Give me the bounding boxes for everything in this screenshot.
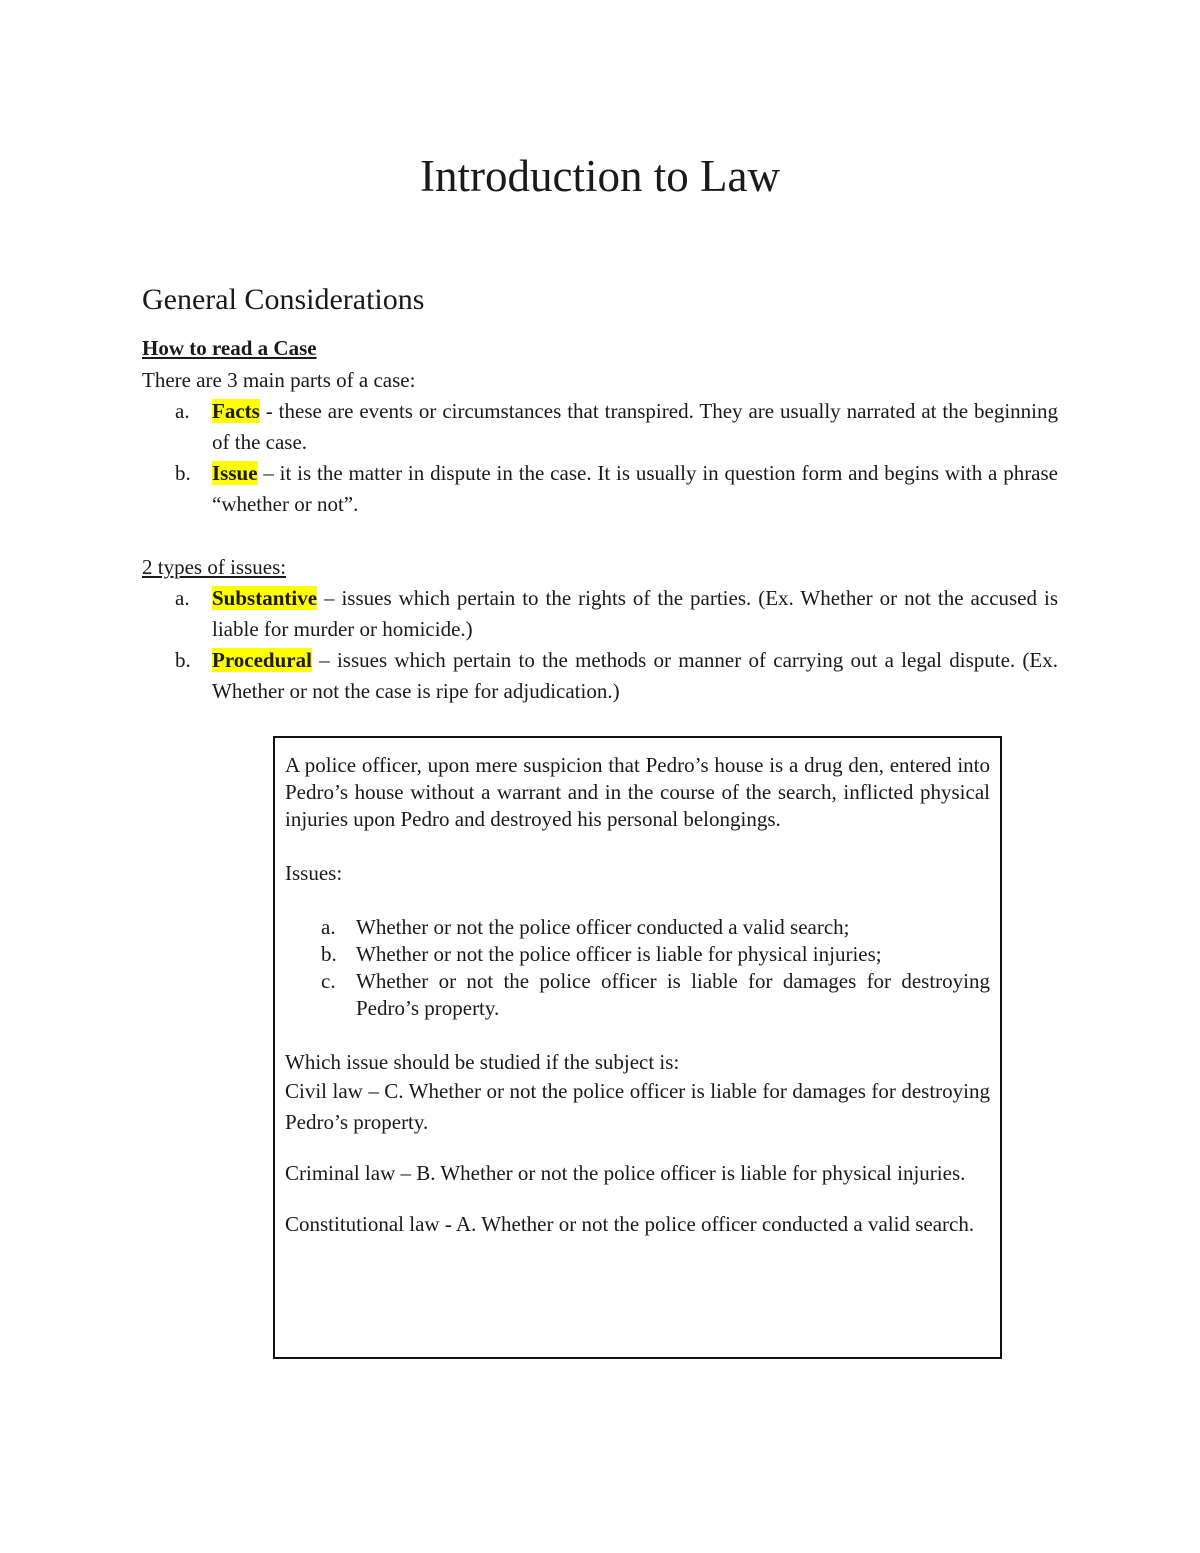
list-marker: c. <box>321 969 336 993</box>
subheading-types-of-issues: 2 types of issues: <box>142 555 287 579</box>
subject-question: Which issue should be studied if the subject is: <box>285 1050 680 1074</box>
list-item <box>142 645 1058 707</box>
list-item-text <box>212 645 1058 707</box>
list-item <box>142 583 1058 645</box>
example-box-content <box>285 752 990 1240</box>
term-description: – issues which pertain to the methods or manner of carrying out a legal dispute. (Ex. Whether or not the case is ripe for adjudication.) <box>212 648 1058 703</box>
list-item-text <box>212 458 1058 520</box>
highlighted-term: Substantive <box>212 586 318 610</box>
example-issues-list <box>285 914 990 1022</box>
list-item <box>285 941 990 968</box>
highlighted-term: Facts <box>212 399 260 423</box>
list-item <box>285 968 990 1022</box>
subheading-how-to-read: How to read a Case <box>142 336 317 360</box>
issues-label: Issues: <box>285 861 343 885</box>
term-description: – it is the matter in dispute in the case. It is usually in question form and begins with a phrase “whether or not”. <box>212 461 1058 516</box>
criminal-law-answer: Criminal law – B. Whether or not the police officer is liable for physical injuries. <box>285 1161 966 1185</box>
list-marker: a. <box>175 399 190 423</box>
constitutional-law-answer: Constitutional law - A. Whether or not the police officer conducted a valid search. <box>285 1212 975 1236</box>
scenario-text: A police officer, upon mere suspicion that Pedro’s house is a drug den, entered into Pedro’s house without a warrant and in the course of the search, inflicted physical injuries upon Pedro and destroyed his personal belongings. <box>285 753 990 831</box>
list-marker: b. <box>175 648 191 672</box>
civil-law-answer: Civil law – C. Whether or not the police officer is liable for damages for destroying Pedro’s property. <box>285 1079 990 1134</box>
list-marker: a. <box>175 586 190 610</box>
term-description: - these are events or circumstances that transpired. They are usually narrated at the beginning of the case. <box>212 399 1058 454</box>
list-item-text <box>212 583 1058 645</box>
list-item <box>142 396 1058 458</box>
case-parts-list <box>142 396 1058 520</box>
list-item <box>142 458 1058 520</box>
intro-text: There are 3 main parts of a case: <box>142 368 416 392</box>
section-heading: General Considerations <box>142 283 425 316</box>
list-item-text: Whether or not the police officer is liable for damages for destroying Pedro’s property. <box>356 969 990 1020</box>
highlighted-term: Procedural <box>212 648 312 672</box>
list-marker: b. <box>321 942 337 966</box>
list-marker: a. <box>321 915 336 939</box>
term-description: – issues which pertain to the rights of the parties. (Ex. Whether or not the accused is liable for murder or homicide.) <box>212 586 1058 641</box>
issue-types-list <box>142 583 1058 707</box>
highlighted-term: Issue <box>212 461 258 485</box>
example-box <box>273 736 1002 1359</box>
list-item-text: Whether or not the police officer is liable for physical injuries; <box>356 942 882 966</box>
list-item <box>285 914 990 941</box>
page-title: Introduction to Law <box>420 151 780 201</box>
list-item-text: Whether or not the police officer conducted a valid search; <box>356 915 850 939</box>
list-item-text <box>212 396 1058 458</box>
list-marker: b. <box>175 461 191 485</box>
